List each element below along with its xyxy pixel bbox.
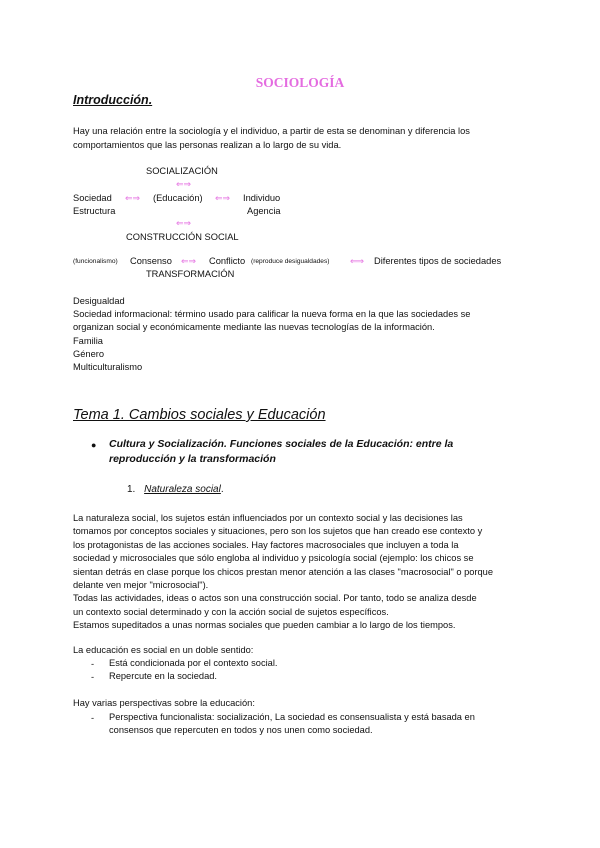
label-funcionalismo: (funcionalismo) bbox=[73, 258, 118, 265]
subsection-heading bbox=[127, 484, 224, 495]
label-transformacion: TRANSFORMACIÓN bbox=[146, 269, 235, 279]
double-arrow-icon: ⇐⇒ bbox=[176, 179, 192, 189]
label-reproduce-desigualdades: (reproduce desigualdades) bbox=[251, 258, 330, 265]
term-desigualdad: Desigualdad bbox=[73, 296, 125, 306]
double-arrow-icon: ⇐⇒ bbox=[181, 256, 197, 266]
label-individuo: Individuo bbox=[243, 193, 281, 203]
double-arrow-icon: ⇐⇒ bbox=[215, 193, 231, 203]
paragraph-line: un contexto social determinado y con la acción social de sujetos específicos. bbox=[73, 606, 389, 617]
paragraph-line: tomamos por conceptos sociales y situaciones, pero son los sujetos que han creado ese contexto y bbox=[73, 526, 483, 537]
paragraph-line: sociedad y microsociales que sólo engloba al individuo y psicología social (ejemplo: los chicos se bbox=[73, 553, 474, 564]
dash-icon: - bbox=[91, 672, 95, 682]
list-item: Perspectiva funcionalista: socialización, La sociedad es consensualista y está basada en bbox=[109, 712, 475, 722]
label-construccion-social: CONSTRUCCIÓN SOCIAL bbox=[126, 232, 239, 242]
paragraph-line: delante ven mejor "microsocial"). bbox=[73, 580, 209, 591]
label-estructura: Estructura bbox=[73, 206, 116, 216]
label-sociedad: Sociedad bbox=[73, 193, 112, 203]
label-diferentes-sociedades: Diferentes tipos de sociedades bbox=[374, 256, 502, 266]
paragraph-educacion-social: La educación es social en un doble sentido: bbox=[73, 645, 254, 655]
dash-icon: - bbox=[91, 659, 95, 669]
bullet-icon: ● bbox=[91, 440, 97, 450]
label-agencia: Agencia bbox=[247, 206, 281, 216]
paragraph-line: sientan detrás en clase porque los chicos prestan menor atención a las clases "macrosocial" o porque bbox=[73, 566, 494, 577]
term-familia: Familia bbox=[73, 336, 103, 346]
list-item: Está condicionada por el contexto social. bbox=[109, 658, 278, 668]
dash-icon: - bbox=[91, 713, 95, 723]
subsection-number: 1. bbox=[127, 484, 136, 495]
term-sociedad-informacional-2: organizan social y económicamente mediante las nuevas tecnologías de la información. bbox=[73, 322, 435, 332]
intro-heading: Introducción. bbox=[73, 93, 153, 107]
paragraph-naturaleza-social bbox=[73, 512, 533, 633]
intro-line-2: comportamientos que las personas realizan a lo largo de su vida. bbox=[73, 140, 342, 150]
long-double-arrow-icon: ⇐⇒ bbox=[350, 256, 364, 266]
paragraph-line: los protagonistas de las acciones sociales. Hay factores macrosociales que incluyen a toda la bbox=[73, 539, 459, 550]
intro-line-1: Hay una relación entre la sociología y el individuo, a partir de esta se denominan y diferencia los bbox=[73, 126, 470, 136]
section-heading-line-2: reproducción y la transformación bbox=[109, 453, 276, 465]
term-sociedad-informacional-1: Sociedad informacional: término usado para calificar la nueva forma en la que las sociedades se bbox=[73, 309, 471, 319]
tema1-heading: Tema 1. Cambios sociales y Educación bbox=[73, 407, 326, 423]
list-item-continuation: consensos que repercuten en todos y nos unen como sociedad. bbox=[109, 725, 373, 735]
list-item: Repercute en la sociedad. bbox=[109, 671, 218, 681]
term-genero: Género bbox=[73, 349, 105, 359]
double-arrow-icon: ⇐⇒ bbox=[176, 218, 192, 228]
label-conflicto: Conflicto bbox=[209, 256, 246, 266]
paragraph-line: La naturaleza social, los sujetos están influenciados por un contexto social y las decisiones las bbox=[73, 513, 463, 523]
document-title: SOCIOLOGÍA bbox=[255, 75, 345, 90]
term-multiculturalismo: Multiculturalismo bbox=[73, 362, 143, 372]
label-educacion: (Educación) bbox=[153, 193, 203, 203]
subsection-title: Naturaleza social bbox=[144, 484, 221, 495]
label-socializacion: SOCIALIZACIÓN bbox=[146, 166, 218, 176]
paragraph-line: Todas las actividades, ideas o actos son una construcción social. Por tanto, todo se analiza desde bbox=[73, 593, 477, 604]
label-consenso: Consenso bbox=[130, 256, 172, 266]
paragraph-line: Estamos supeditados a unas normas sociales que pueden cambiar a lo largo de los tiempos. bbox=[73, 620, 456, 631]
section-heading-line-1: Cultura y Socialización. Funciones sociales de la Educación: entre la bbox=[109, 438, 454, 450]
subsection-dot: . bbox=[220, 484, 224, 495]
double-arrow-icon: ⇐⇒ bbox=[125, 193, 141, 203]
paragraph-perspectivas: Hay varias perspectivas sobre la educación: bbox=[73, 698, 255, 708]
